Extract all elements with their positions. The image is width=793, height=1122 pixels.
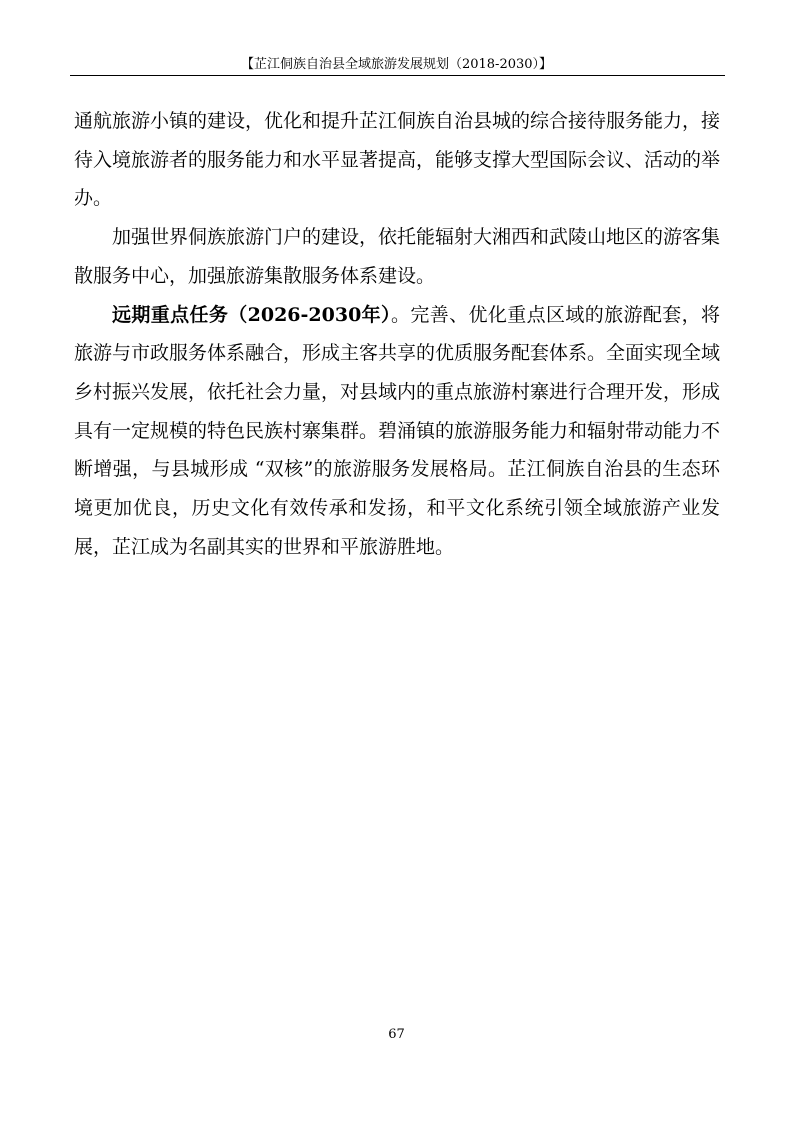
page-number: 67 [388,1027,405,1042]
header-divider [70,75,725,76]
document-body [74,102,720,566]
paragraph-continued: 通航旅游小镇的建设，优化和提升芷江侗族自治县城的综合接待服务能力，接待入境旅游者的服务能力和水平显著提高，能够支撑大型国际会议、活动的举办。 [74,110,721,210]
paragraph-gateway: 加强世界侗族旅游门户的建设，依托能辐射大湘西和武陵山地区的游客集散服务中心，加强旅游集散服务体系建设。 [74,226,721,287]
page-header: 【芷江侗族自治县全域旅游发展规划（2018-2030）】 [240,57,553,72]
long-term-tasks-text: 。完善、优化重点区域的旅游配套，将旅游与市政服务体系融合，形成主客共享的优质服务配套体系。全面实现全域乡村振兴发展，依托社会力量，对县域内的重点旅游村寨进行合理开发，形成具有一定规模的特色民族村寨集群。碧涌镇的旅游服务能力和辐射带动能力不断增强，与县城形成 “双核”的旅游服务发展格局。芷江侗族自治县的生态环境更加优良，历史文化有效传承和发扬，和平文化系统引领全域旅游产业发展，芷江成为名副其实的世界和平旅游胜地。 [74,303,721,558]
paragraph-long-term-tasks [74,296,720,567]
long-term-tasks-heading: 远期重点任务（2026-2030年） [112,303,391,326]
